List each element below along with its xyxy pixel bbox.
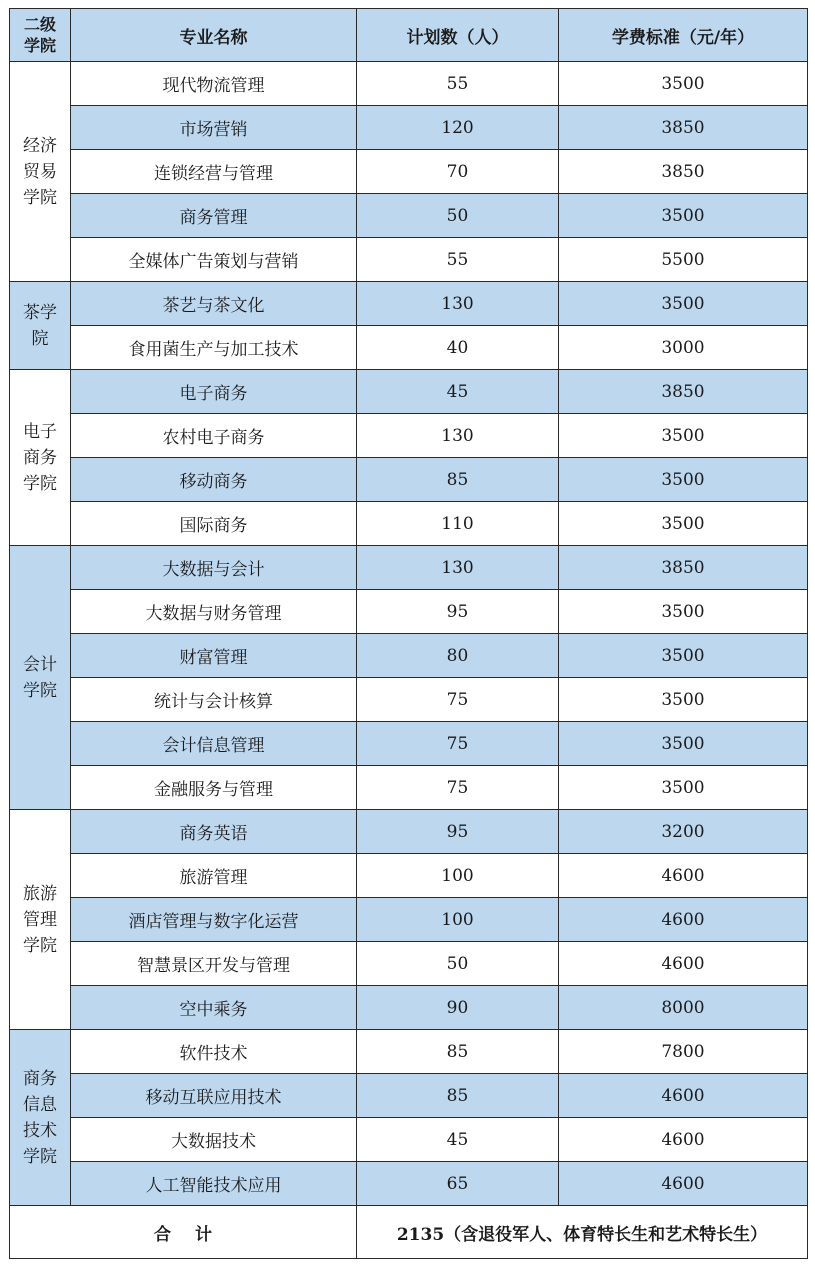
tuition-fee-cell: 3500 (559, 634, 808, 678)
header-fee: 学费标准（元/年） (559, 9, 808, 62)
college-cell (10, 1030, 71, 1206)
plan-count-cell: 65 (357, 1162, 559, 1206)
major-name-cell: 茶艺与茶文化 (71, 282, 357, 326)
table-row (10, 370, 808, 414)
plan-count-cell: 45 (357, 1118, 559, 1162)
tuition-fee-cell: 7800 (559, 1030, 808, 1074)
header-plan: 计划数（人） (357, 9, 559, 62)
tuition-fee-cell: 3500 (559, 502, 808, 546)
tuition-fee-cell: 3850 (559, 546, 808, 590)
table-body (10, 62, 808, 1206)
major-name-cell: 大数据与财务管理 (71, 590, 357, 634)
college-name: 旅游管理学院 (23, 883, 57, 956)
plan-count-cell: 130 (357, 546, 559, 590)
major-name-cell: 移动互联应用技术 (71, 1074, 357, 1118)
total-value: 2135（含退役军人、体育特长生和艺术特长生） (357, 1206, 808, 1259)
major-name-cell: 旅游管理 (71, 854, 357, 898)
plan-count-cell: 130 (357, 414, 559, 458)
tuition-fee-cell: 4600 (559, 1074, 808, 1118)
plan-count-cell: 75 (357, 678, 559, 722)
plan-count-cell: 80 (357, 634, 559, 678)
plan-count-cell: 90 (357, 986, 559, 1030)
tuition-fee-cell: 3500 (559, 722, 808, 766)
major-name-cell: 会计信息管理 (71, 722, 357, 766)
tuition-fee-cell: 4600 (559, 942, 808, 986)
plan-count-cell: 85 (357, 1074, 559, 1118)
table-row (10, 458, 808, 502)
college-name: 经济贸易学院 (23, 135, 57, 208)
tuition-fee-cell: 3500 (559, 766, 808, 810)
major-name-cell: 移动商务 (71, 458, 357, 502)
plan-count-cell: 55 (357, 238, 559, 282)
table-row (10, 1030, 808, 1074)
plan-count-cell: 95 (357, 590, 559, 634)
major-name-cell: 现代物流管理 (71, 62, 357, 106)
college-cell (10, 282, 71, 370)
tuition-fee-cell: 3850 (559, 370, 808, 414)
major-name-cell: 商务英语 (71, 810, 357, 854)
plan-count-cell: 50 (357, 194, 559, 238)
major-name-cell: 电子商务 (71, 370, 357, 414)
college-cell (10, 62, 71, 282)
tuition-fee-cell: 4600 (559, 1162, 808, 1206)
tuition-fee-cell: 3000 (559, 326, 808, 370)
header-college: 二级学院 (10, 9, 71, 62)
table-row (10, 106, 808, 150)
plan-count-cell: 50 (357, 942, 559, 986)
header-major: 专业名称 (71, 9, 357, 62)
tuition-fee-cell: 3850 (559, 150, 808, 194)
table-row (10, 150, 808, 194)
table-row (10, 898, 808, 942)
table-row (10, 238, 808, 282)
plan-count-cell: 130 (357, 282, 559, 326)
major-name-cell: 人工智能技术应用 (71, 1162, 357, 1206)
table-row (10, 810, 808, 854)
total-row (10, 1206, 808, 1259)
tuition-fee-cell: 3500 (559, 62, 808, 106)
table-row (10, 1074, 808, 1118)
table-row (10, 634, 808, 678)
major-name-cell: 市场营销 (71, 106, 357, 150)
plan-count-cell: 75 (357, 766, 559, 810)
table-row (10, 326, 808, 370)
tuition-fee-cell: 3500 (559, 458, 808, 502)
table-row (10, 502, 808, 546)
table-row (10, 942, 808, 986)
tuition-fee-cell: 8000 (559, 986, 808, 1030)
table-row (10, 678, 808, 722)
college-name: 商务信息技术学院 (23, 1068, 57, 1167)
major-name-cell: 酒店管理与数字化运营 (71, 898, 357, 942)
plan-count-cell: 100 (357, 898, 559, 942)
major-name-cell: 食用菌生产与加工技术 (71, 326, 357, 370)
tuition-fee-cell: 3500 (559, 194, 808, 238)
major-name-cell: 智慧景区开发与管理 (71, 942, 357, 986)
major-name-cell: 商务管理 (71, 194, 357, 238)
tuition-fee-cell: 3850 (559, 106, 808, 150)
tuition-fee-cell: 3500 (559, 414, 808, 458)
major-name-cell: 财富管理 (71, 634, 357, 678)
tuition-fee-cell: 4600 (559, 898, 808, 942)
major-name-cell: 空中乘务 (71, 986, 357, 1030)
plan-count-cell: 55 (357, 62, 559, 106)
college-name: 会计学院 (23, 654, 57, 701)
enrollment-plan-table (9, 8, 808, 1259)
major-name-cell: 全媒体广告策划与营销 (71, 238, 357, 282)
plan-count-cell: 45 (357, 370, 559, 414)
table-row (10, 282, 808, 326)
tuition-fee-cell: 4600 (559, 1118, 808, 1162)
plan-count-cell: 70 (357, 150, 559, 194)
major-name-cell: 软件技术 (71, 1030, 357, 1074)
plan-count-cell: 40 (357, 326, 559, 370)
plan-count-cell: 95 (357, 810, 559, 854)
major-name-cell: 大数据技术 (71, 1118, 357, 1162)
college-name: 茶学院 (23, 302, 57, 349)
college-cell (10, 546, 71, 810)
plan-count-cell: 100 (357, 854, 559, 898)
tuition-fee-cell: 3500 (559, 678, 808, 722)
table-row (10, 194, 808, 238)
college-cell (10, 370, 71, 546)
tuition-fee-cell: 5500 (559, 238, 808, 282)
major-name-cell: 金融服务与管理 (71, 766, 357, 810)
plan-count-cell: 75 (357, 722, 559, 766)
table-row (10, 766, 808, 810)
college-cell (10, 810, 71, 1030)
table-row (10, 62, 808, 106)
major-name-cell: 连锁经营与管理 (71, 150, 357, 194)
plan-count-cell: 85 (357, 458, 559, 502)
college-name: 电子商务学院 (23, 421, 57, 494)
tuition-fee-cell: 3500 (559, 590, 808, 634)
tuition-fee-cell: 3500 (559, 282, 808, 326)
major-name-cell: 统计与会计核算 (71, 678, 357, 722)
major-name-cell: 农村电子商务 (71, 414, 357, 458)
tuition-fee-cell: 3200 (559, 810, 808, 854)
plan-count-cell: 110 (357, 502, 559, 546)
table-row (10, 1162, 808, 1206)
table-row (10, 414, 808, 458)
table-header-row (10, 9, 808, 62)
plan-count-cell: 120 (357, 106, 559, 150)
table-row (10, 986, 808, 1030)
tuition-fee-cell: 4600 (559, 854, 808, 898)
plan-count-cell: 85 (357, 1030, 559, 1074)
major-name-cell: 大数据与会计 (71, 546, 357, 590)
total-label: 合计 (10, 1206, 357, 1259)
table-row (10, 854, 808, 898)
table-row (10, 722, 808, 766)
table-row (10, 1118, 808, 1162)
table-row (10, 546, 808, 590)
major-name-cell: 国际商务 (71, 502, 357, 546)
table-row (10, 590, 808, 634)
